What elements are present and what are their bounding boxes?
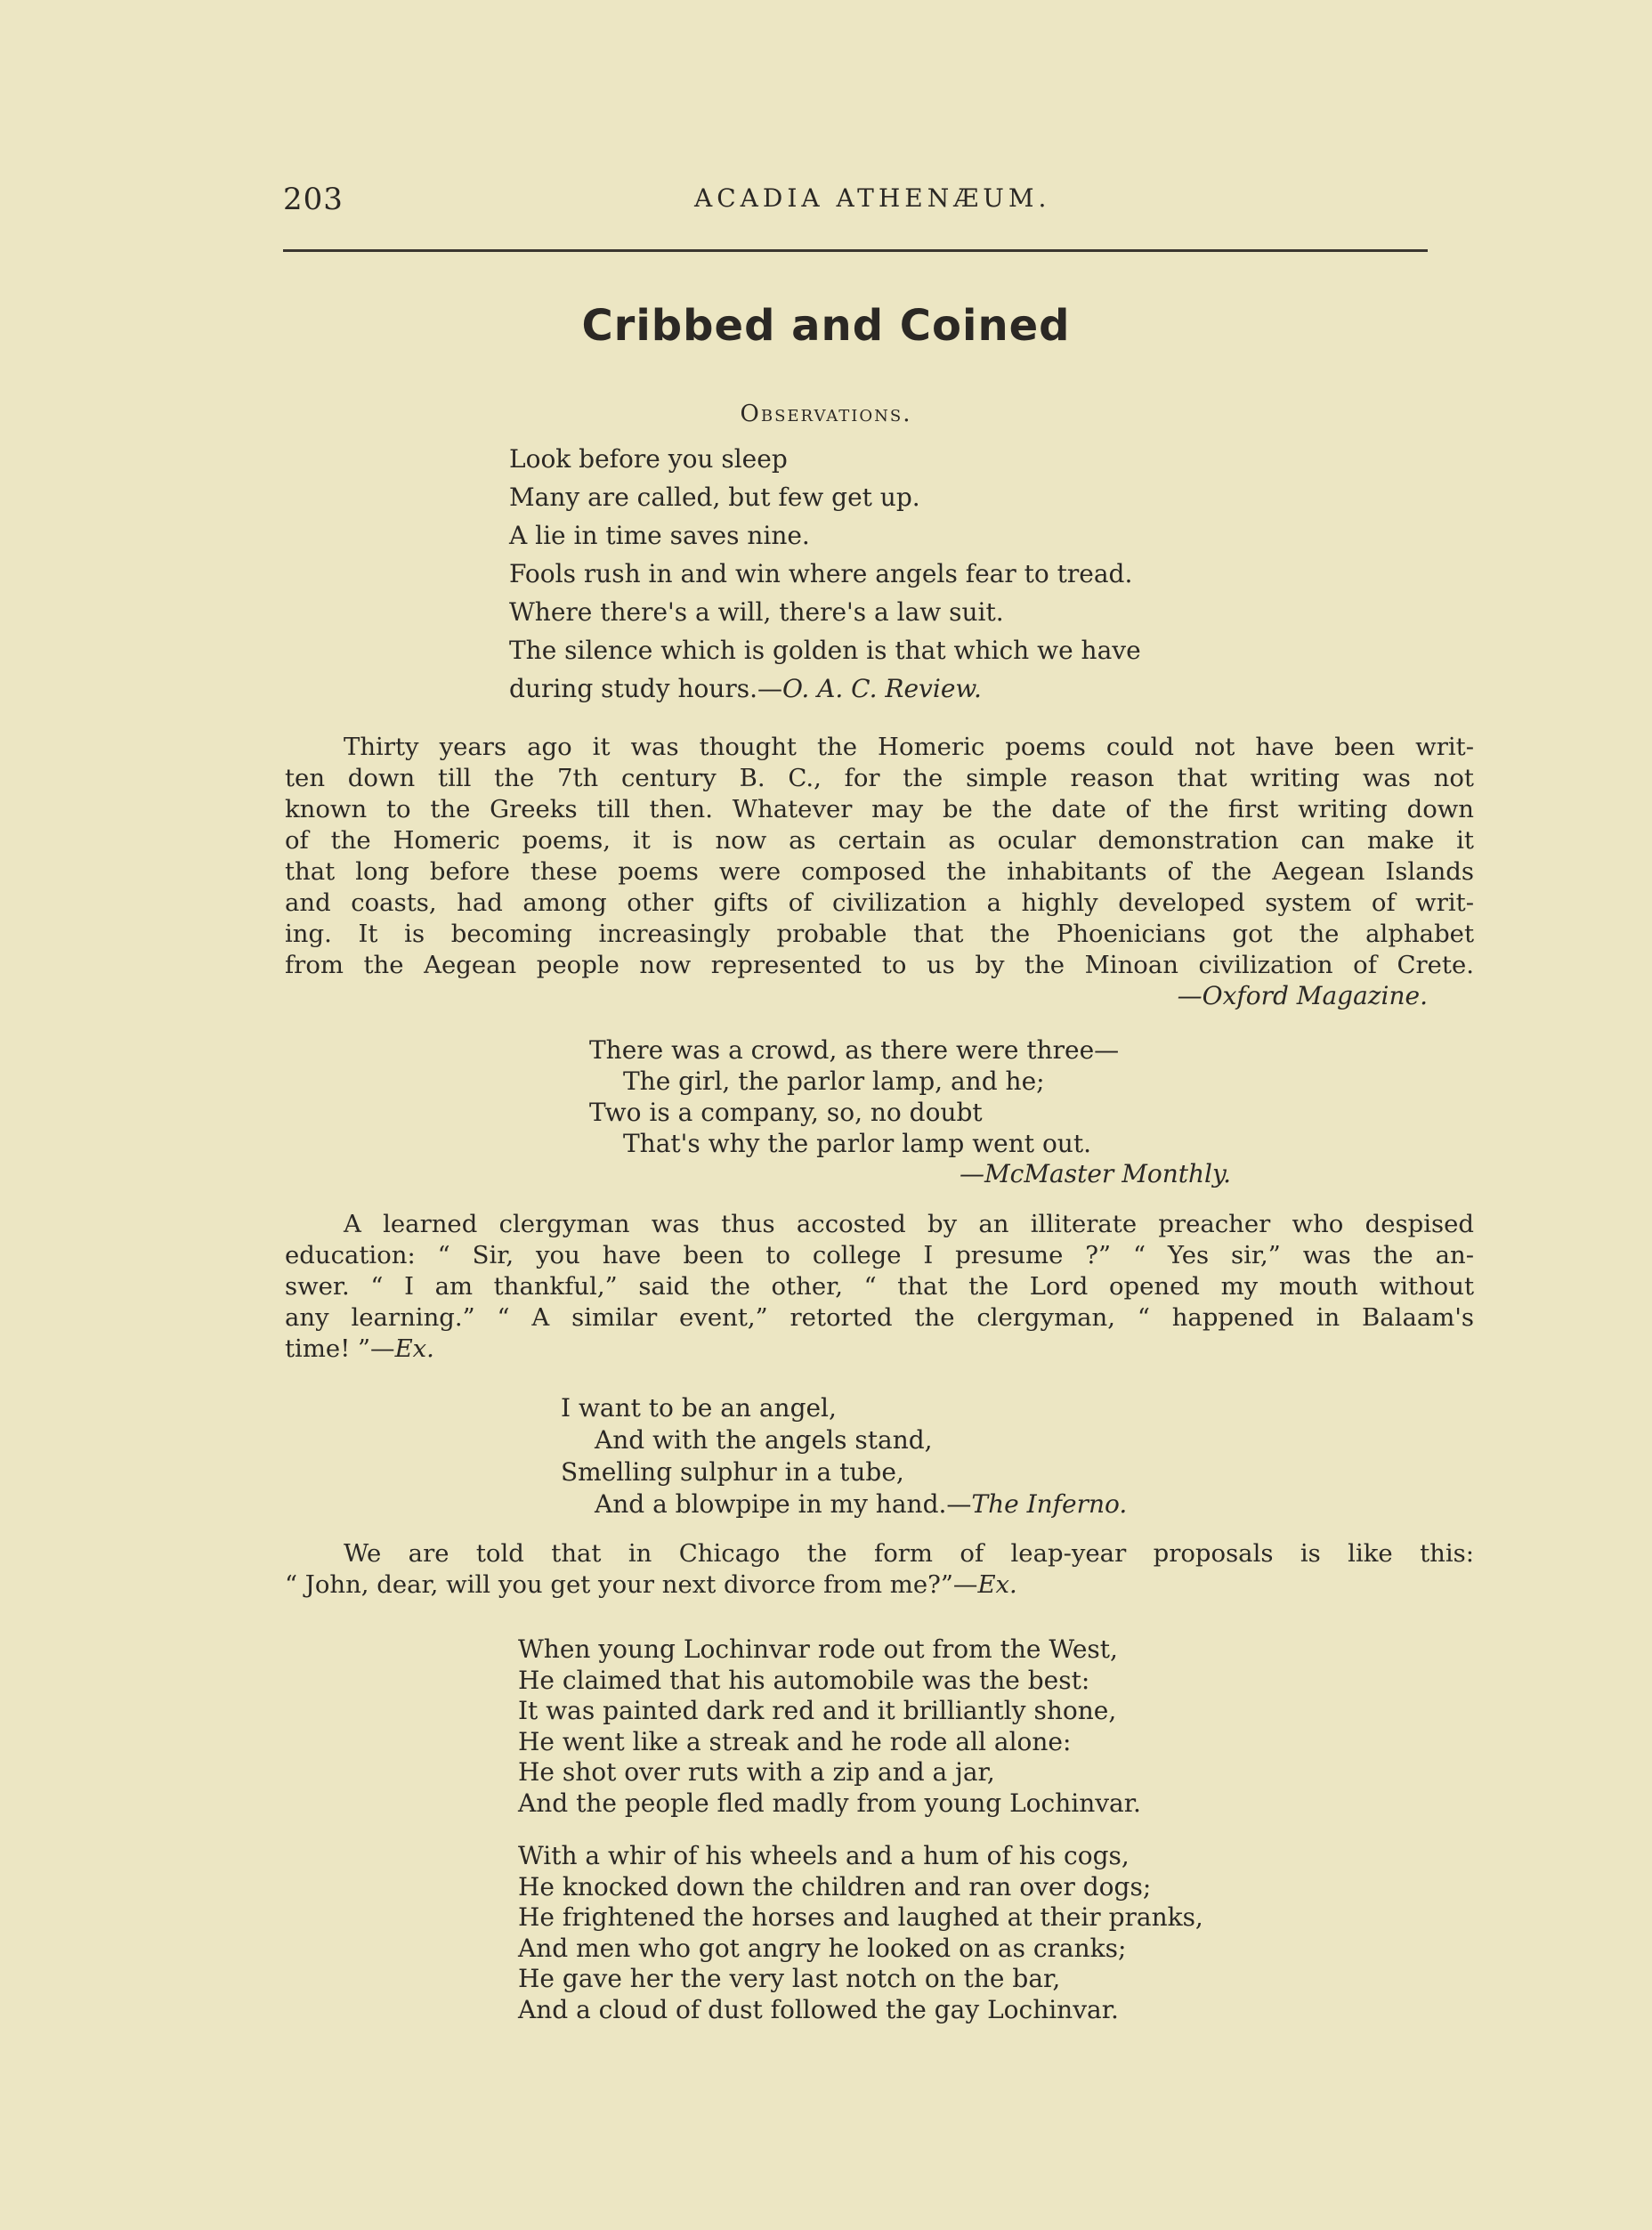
citation: —Oxford Magazine. [1177, 981, 1428, 1010]
citation: —McMaster Monthly. [960, 1159, 1231, 1188]
verse-line: And a cloud of dust followed the gay Lochinvar. [518, 1994, 1119, 2024]
verse-line: Two is a company, so, no doubt [589, 1098, 983, 1127]
verse-line: I want to be an angel, [561, 1393, 837, 1423]
paragraph-line: of the Homeric poems, it is now as certain as ocular demonstration can make it [285, 826, 1474, 855]
lochinvar-stanza-1 [518, 1634, 1141, 1819]
verse-line: When young Lochinvar rode out from the West, [518, 1634, 1118, 1664]
verse-line: Fools rush in and win where angels fear to tread. [509, 559, 1133, 588]
verse-line: A lie in time saves nine. [509, 521, 810, 550]
citation: The Inferno. [971, 1489, 1128, 1519]
citation: Ex. [977, 1570, 1017, 1599]
section-title: Cribbed and Coined [581, 301, 1071, 351]
verse-line: And the people fled madly from young Lochinvar. [518, 1788, 1141, 1818]
paragraph-line: ing. It is becoming increasingly probable that the Phoenicians got the alphabet [285, 920, 1474, 948]
angel-verse [561, 1392, 1127, 1520]
paragraph-line: A learned clergyman was thus accosted by an illiterate preacher who despised [344, 1210, 1474, 1238]
paragraph-line: any learning.” “ A similar event,” retorted the clergyman, “ happened in Balaam's [285, 1303, 1474, 1332]
paragraph-line: and coasts, had among other gifts of civilization a highly developed system of writ- [285, 888, 1474, 917]
paragraph-text: “ John, dear, will you get your next divorce from me?”— [285, 1570, 978, 1599]
journal-title: ACADIA ATHENÆUM. [694, 183, 1051, 213]
verse-line: He went like a streak and he rode all alone: [518, 1726, 1072, 1756]
paragraph-line [285, 1569, 1474, 1601]
verse-line: That's why the parlor lamp went out. [623, 1129, 1091, 1158]
verse-line: The girl, the parlor lamp, and he; [623, 1066, 1045, 1096]
citation: Ex. [394, 1334, 434, 1363]
page-number: 203 [283, 182, 344, 217]
chicago-paragraph [285, 1538, 1474, 1601]
paragraph-line: Thirty years ago it was thought the Homeric poems could not have been writ- [344, 733, 1474, 761]
observations-verse [509, 440, 1141, 708]
verse-text: And a blowpipe in my hand.— [595, 1489, 972, 1519]
verse-line: He gave her the very last notch on the bar, [518, 1964, 1061, 1993]
citation: O. A. C. Review. [782, 674, 982, 703]
verse-line: He claimed that his automobile was the best: [518, 1665, 1090, 1695]
verse-line: Where there's a will, there's a law suit. [509, 597, 1004, 627]
paragraph-line: known to the Greeks till then. Whatever may be the date of the first writing down [285, 795, 1474, 823]
verse-line: He shot over ruts with a zip and a jar, [518, 1757, 995, 1787]
verse-line: He frightened the horses and laughed at their pranks, [518, 1902, 1203, 1932]
clergyman-paragraph [285, 1209, 1474, 1365]
paragraph-line: from the Aegean people now represented to us by the Minoan civilization of Crete. [285, 951, 1474, 979]
verse-line: He knocked down the children and ran over dogs; [518, 1871, 1152, 1902]
header-rule [283, 249, 1428, 252]
paragraph-line: that long before these poems were composed the inhabitants of the Aegean Islands [285, 857, 1474, 886]
paragraph-text: time! ”— [285, 1334, 395, 1363]
lochinvar-stanza-2 [518, 1841, 1203, 2025]
verse-line: There was a crowd, as there were three— [589, 1035, 1120, 1065]
verse-line [561, 1488, 1127, 1520]
verse-line: The silence which is golden is that which we have [509, 636, 1141, 665]
verse-line: And men who got angry he looked on as cranks; [518, 1933, 1127, 1963]
verse-line: And with the angels stand, [595, 1425, 933, 1455]
verse-line: Many are called, but few get up. [509, 482, 920, 512]
verse-line: It was painted dark red and it brilliantly shone, [518, 1696, 1117, 1725]
paragraph-line [285, 1334, 1474, 1365]
verse-line: Smelling sulphur in a tube, [561, 1457, 904, 1487]
observations-heading: Observations. [740, 401, 912, 427]
verse-line: Look before you sleep [509, 444, 788, 474]
paragraph-line: education: “ Sir, you have been to college I presume ?” “ Yes sir,” was the an- [285, 1241, 1474, 1269]
paragraph-line: swer. “ I am thankful,” said the other, “ that the Lord opened my mouth without [285, 1272, 1474, 1301]
verse-text: during study hours.— [509, 674, 783, 703]
paragraph-line: We are told that in Chicago the form of leap-year proposals is like this: [344, 1539, 1474, 1568]
verse-line [509, 669, 1141, 708]
parlor-verse [589, 1034, 1119, 1159]
homeric-paragraph [285, 732, 1474, 981]
paragraph-line: ten down till the 7th century B. C., for the simple reason that writing was not [285, 764, 1474, 792]
verse-line: With a whir of his wheels and a hum of his cogs, [518, 1841, 1130, 1870]
